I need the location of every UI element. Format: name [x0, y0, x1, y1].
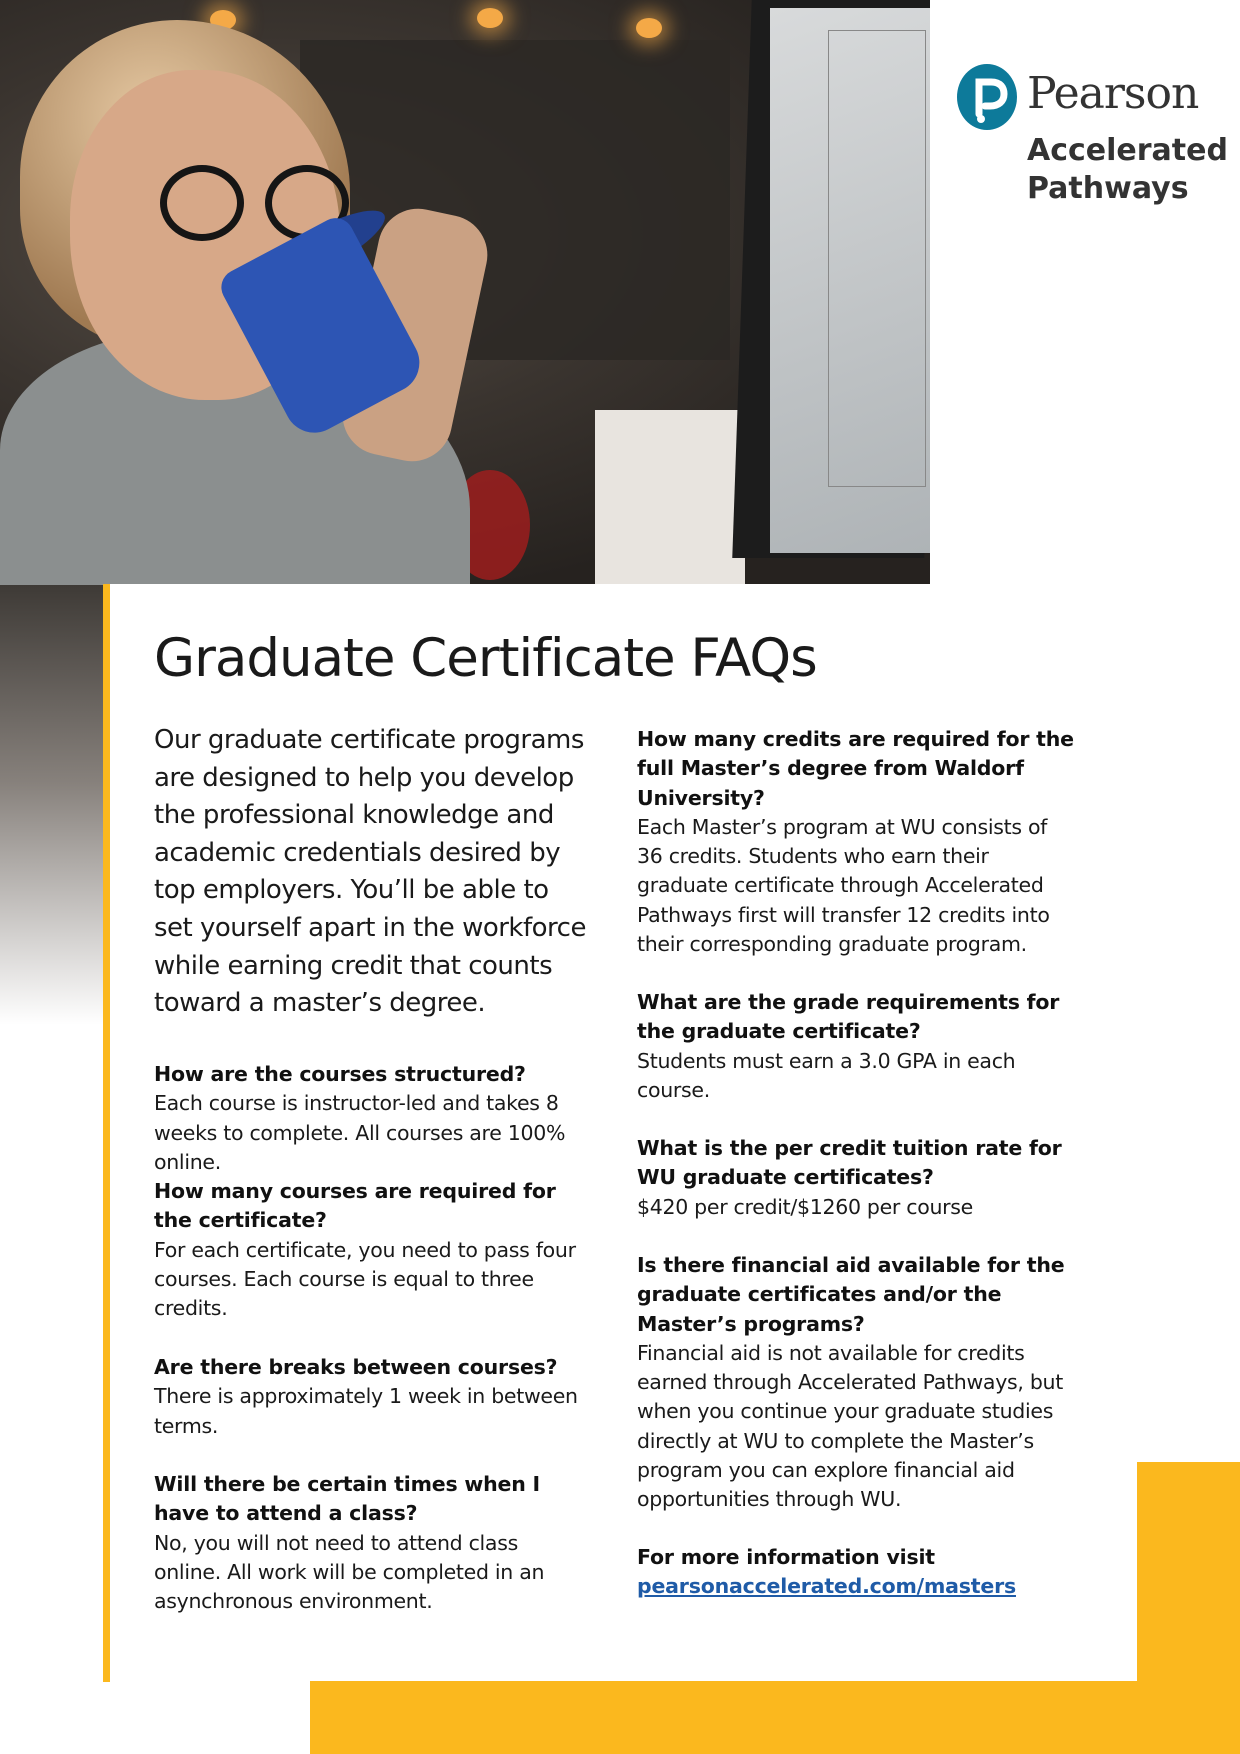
faq-item: [154, 1060, 586, 1177]
faq-question: How many credits are required for the full Master’s degree from Waldorf University?: [637, 727, 1074, 810]
faq-question: Will there be certain times when I have to attend a class?: [154, 1472, 540, 1526]
accelerated-pathways-wordmark: [1027, 132, 1228, 208]
faq-item: [637, 1251, 1077, 1515]
intro-paragraph: Our graduate certificate programs are designed to help you develop the professional knowledge and academic credentials desired by top employers. You’ll be able to set yourself apart in the workforce while earning credit that counts toward a master’s degree.: [154, 725, 586, 1019]
ceiling-light: [477, 8, 503, 28]
photo-fade: [0, 585, 110, 1025]
faq-answer: No, you will not need to attend class online. All work will be completed in an asynchronous environment.: [154, 1530, 545, 1614]
faq-item: [637, 1134, 1077, 1222]
faq-answer: For each certificate, you need to pass four courses. Each course is equal to three credits.: [154, 1237, 576, 1321]
pearson-wordmark: Pearson: [1027, 68, 1199, 119]
more-info-label: For more information visit: [637, 1545, 935, 1569]
faq-answer: Each course is instructor-led and takes 8 weeks to complete. All courses are 100% online.: [154, 1091, 566, 1174]
page-title: Graduate Certificate FAQs: [154, 628, 817, 689]
faq-item: [637, 988, 1077, 1105]
faq-answer: $420 per credit/$1260 per course: [637, 1194, 973, 1219]
faq-item: [637, 725, 1077, 959]
screen-drawing: [828, 30, 926, 487]
hero-photo: [0, 0, 930, 585]
ceiling-light: [636, 18, 662, 38]
more-info-link[interactable]: pearsonaccelerated.com/masters: [637, 1574, 1016, 1599]
faq-question: How many courses are required for the certificate?: [154, 1179, 556, 1233]
accent-block: [310, 1681, 1240, 1754]
faq-question: What are the grade requirements for the graduate certificate?: [637, 990, 1060, 1044]
subtitle-line: Pathways: [1027, 171, 1189, 206]
more-info: [637, 1543, 1077, 1602]
faq-question: Is there financial aid available for the graduate certificates and/or the Master’s programs?: [637, 1253, 1065, 1336]
faq-question: Are there breaks between courses?: [154, 1355, 558, 1379]
subtitle-line: Accelerated: [1027, 133, 1228, 168]
faq-item: [154, 1470, 586, 1616]
faq-answer: There is approximately 1 week in between terms.: [154, 1384, 578, 1438]
pearson-p-icon: [957, 64, 1017, 130]
faq-question: What is the per credit tuition rate for WU graduate certificates?: [637, 1136, 1062, 1190]
faq-answer: Financial aid is not available for credits earned through Accelerated Pathways, but when you continue your graduate studies directly at WU to complete the Master’s program you can explore financial aid opportunities through WU.: [637, 1340, 1063, 1512]
faq-answer: Students must earn a 3.0 GPA in each course.: [637, 1048, 1016, 1102]
faq-item: [154, 1177, 586, 1323]
faq-answer: Each Master’s program at WU consists of 36 credits. Students who earn their graduate certificate through Accelerated Pathways first will transfer 12 credits into their corresponding graduate program.: [637, 814, 1050, 957]
faq-question: How are the courses structured?: [154, 1062, 526, 1086]
background-object: [595, 410, 745, 585]
accent-bar: [103, 584, 110, 1682]
faq-item: [154, 1353, 586, 1441]
